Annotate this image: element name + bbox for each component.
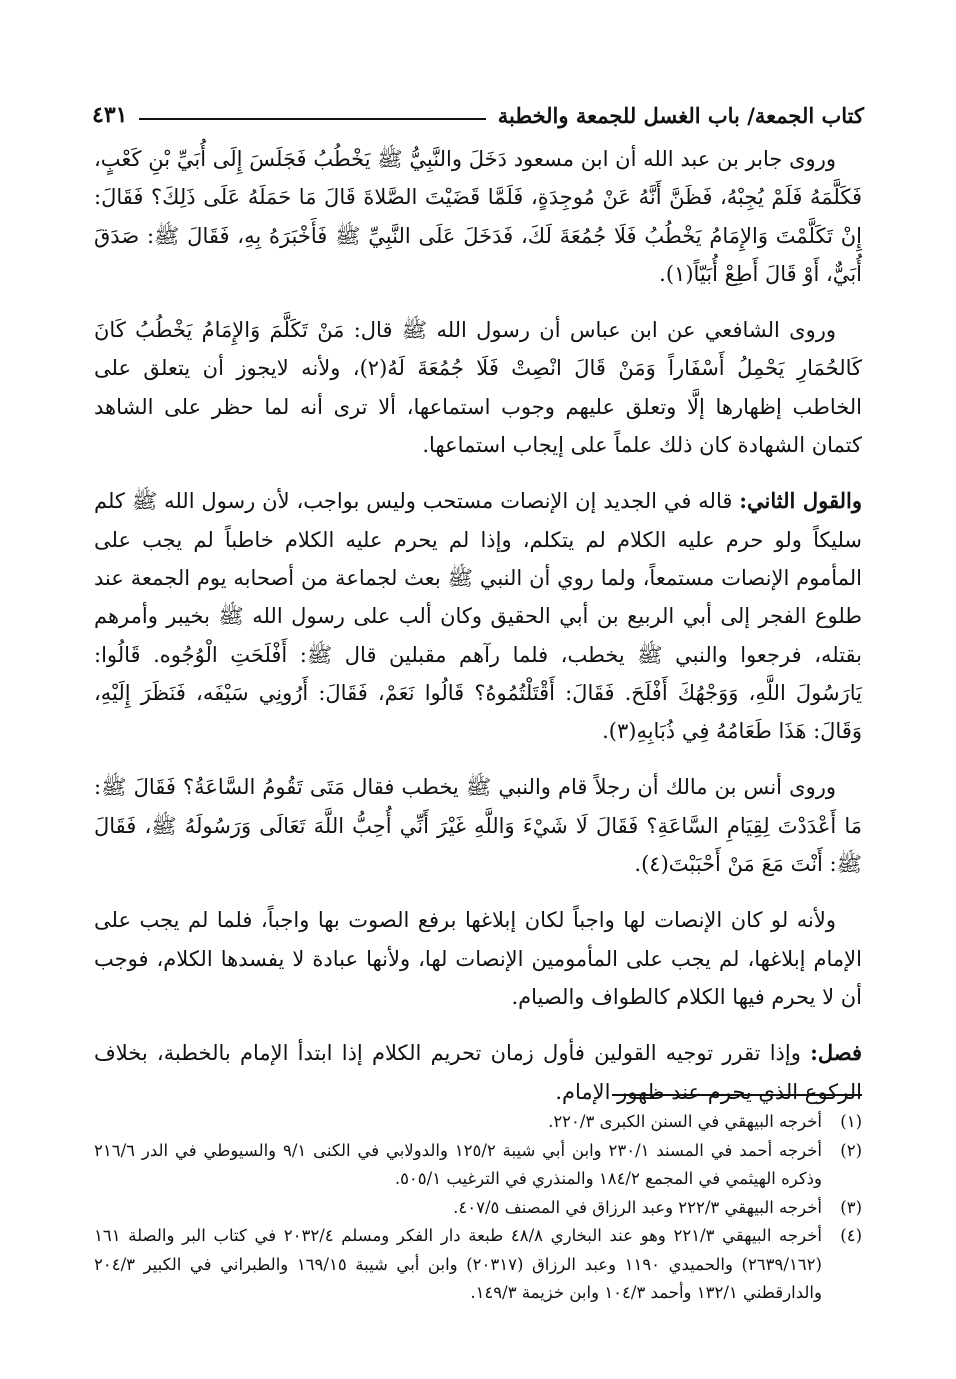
footnote-text: أخرجه البيهقي ٢٢٢/٣ وعبد الرزاق في المصنف ٤٠٧/٥.	[453, 1197, 822, 1217]
paragraph-jabir	[94, 140, 862, 293]
paragraph-lead: والقول الثاني:	[739, 488, 863, 514]
page-header	[92, 86, 864, 126]
paragraph-text: وروى الشافعي عن ابن عباس أن رسول الله ﷺ قال: مَنْ تَكَلَّمَ وَالإِمَامُ يَخْطُبُ كَانَ كَالحُمَارِ يَحْمِلُ أَسْفَاراً وَمَنْ قَالَ انْصِتْ فَلَا جُمُعَةَ لَهُ(٢)، ولأنه لايجوز أن يتعلق على الخاطب إظهارها إلَّا وتعلق عليهم وجوب استماعها، ألا ترى أنه لما حظر على الشاهد كتمان الشهادة كان ذلك علماً على إيجاب استماعها.	[94, 318, 863, 458]
main-text	[94, 140, 862, 1129]
footnote-text: أخرجه البيهقي في السنن الكبرى ٢٢٠/٣.	[548, 1112, 822, 1131]
paragraph-text: وروى جابر بن عبد الله أن ابن مسعود دَخَلَ والنَّبِيُّ ﷺ يَخْطُبُ فَجَلَسَ إِلَى أُبَيِّ بْنِ كَعْبٍ، فَكَلَّمَهُ فَلَمْ يُجِبْهُ، فَظَنَّ أَنَّهُ عَنْ مُوجِدَةٍ، فَلَمَّا قَضَيْتَ الصَّلاةَ قَالَ مَا حَمَلَهُ عَلَى ذَلِكَ؟ فَقَالَ: إِنْ تَكَلَّمْتَ وَالإِمَامُ يَخْطُبُ فَلَا جُمُعَةَ لَكَ، فَدَخَلَ عَلَى النَّبِيِّ ﷺ فَأَخْبَرَهُ بِهِ، فَقَالَ ﷺ: صَدَقَ أُبَيٌّ، أَوْ قَالَ أَطِعْ أُبَيّاً(١).	[94, 147, 862, 286]
footnote-number: (٢)	[840, 1140, 862, 1160]
footnote	[94, 1222, 862, 1308]
header-rule	[139, 118, 485, 120]
paragraph-text: قاله في الجديد إن الإنصات مستحب وليس بواجب، لأن رسول الله ﷺ كلم سليكاً ولو حرم عليه الكلام لم يتكلم، وإذا لم يحرم عليه الكلام خاطباً لم يجب على المأموم الإنصات مستمعاً، ولما روي أن النبي ﷺ بعث لجماعة من أصحابه يوم الجمعة عند طلوع الفجر إلى أبي الربيع بن أبي الحقيق وكان ألب على رسول الله ﷺ بخيبر وأمرهم بقتله، فرجعوا والنبي ﷺ يخطب، فلما رآهم مقبلين قال ﷺ: أَفْلَحَتِ الْوُجُوه. قَالُوا: يَارَسُولَ اللَّهِ، وَوَجْهُكَ أَفْلَحَ. فَقَالَ: أَقْتَلْتُمُوهُ؟ قَالُوا نَعَمْ، فَقَالَ: أَرُونِي سَيْفَه، فَنَظَرَ إِلَيْهِ، وَقَالَ: هَذَا طَعَامُهُ فِي ذُبَابِهِ(٣).	[94, 489, 862, 744]
footnote	[94, 1194, 862, 1223]
footnote-separator	[612, 1094, 862, 1096]
paragraph-lead: فصل:	[810, 1040, 862, 1066]
footnote	[94, 1137, 862, 1194]
footnotes	[94, 1108, 862, 1308]
footnote-number: (٤)	[840, 1226, 862, 1245]
footnote-number: (٣)	[840, 1197, 862, 1217]
footnote	[94, 1108, 862, 1137]
paragraph-text: وإذا تقرر توجيه القولين فأول زمان تحريم الكلام إذا ابتدأ الإمام بالخطبة، بخلاف الركوع الذي يحرم عند ظهور الإمام.	[94, 1041, 862, 1104]
paragraph-second-opinion	[94, 482, 862, 750]
paragraph-fasl	[94, 1034, 862, 1111]
paragraph-anas	[94, 768, 862, 883]
paragraph-text: وروى أنس بن مالك أن رجلاً قام والنبي ﷺ يخطب فقال مَتَى تَقُومُ السَّاعَةُ؟ فَقَالَ ﷺ: مَا أَعْدَدْتَ لِقِيَامِ السَّاعَةِ؟ فَقَالَ لَا شَيْءَ وَاللَّهِ غَيْرَ أَنِّي أُحِبُّ اللَّهَ تَعَالَى وَرَسُولَهُ ﷺ، فَقَالَ ﷺ: أَنْتَ مَعَ مَنْ أَحْبَبْتَ(٤).	[94, 775, 862, 877]
paragraph-shafii	[94, 311, 862, 464]
footnote-text: أخرجه أحمد في المسند ٢٣٠/١ وابن أبي شيبة ١٢٥/٢ والدولابي في الكنى ٩/١ والسيوطي في الدر ٢١٦/٦ وذكره الهيثمي في المجمع ١٨٤/٢ والمنذري في الترغيب ٥٠٥/١.	[94, 1140, 822, 1188]
running-title: كتاب الجمعة/ باب الغسل للجمعة والخطبة	[497, 103, 864, 128]
footnote-text: أخرجه البيهقي ٢٢١/٣ وهو عند البخاري ٤٨/٨ طبعة دار الفكر ومسلم ٢٠٣٢/٤ في كتاب البر والصلة ١٦١ (٢٦٣٩/١٦٢) والحميدي ١١٩٠ وعبد الرزاق (٢٠٣١٧) وابن أبي شيبة ١٦٩/١٥ والطبراني في الكبير ٢٠٤/٣ والدارقطني ١٣٢/١ وأحمد ١٠٤/٣ وابن خزيمة ١٤٩/٣.	[94, 1226, 822, 1302]
footnote-number: (١)	[840, 1112, 862, 1131]
paragraph-inssat	[94, 901, 862, 1016]
page-number: ٤٣١	[92, 102, 128, 128]
paragraph-text: ولأنه لو كان الإنصات لها واجباً لكان إبلاغها برفع الصوت بها واجباً، فلما لم يجب على الإمام إبلاغها، لم يجب على المأمومين الإنصات لها، ولأنها عبادة لا يفسدها الكلام، فوجب أن لا يحرم فيها الكلام كالطواف والصيام.	[94, 908, 862, 1009]
